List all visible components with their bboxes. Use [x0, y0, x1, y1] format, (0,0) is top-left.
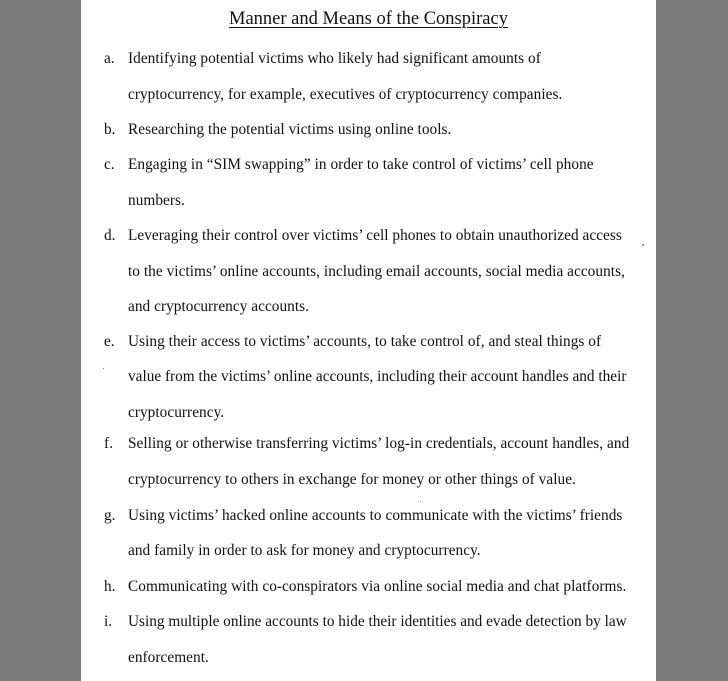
- list-item-text-line: Identifying potential victims who likely had significant amounts of: [128, 50, 541, 67]
- list-item-text-line: Selling or otherwise transferring victims’ log-in credentials, account handles, and: [128, 435, 630, 452]
- list-item-marker: b.: [104, 121, 116, 138]
- list-item-text-line: Researching the potential victims using online tools.: [128, 121, 452, 138]
- list-item-text-line: cryptocurrency to others in exchange for money or other things of value.: [128, 471, 576, 488]
- list-item-text-line: cryptocurrency, for example, executives of cryptocurrency companies.: [128, 86, 563, 103]
- section-title: Manner and Means of the Conspiracy: [229, 9, 508, 29]
- list-item-marker: f.: [104, 435, 113, 452]
- list-item-marker: g.: [104, 507, 116, 524]
- list-item-text-line: Leveraging their control over victims’ cell phones to obtain unauthorized access: [128, 227, 622, 244]
- scan-speck: [420, 501, 421, 502]
- list-item-marker: e.: [104, 333, 115, 350]
- list-item-text-line: value from the victims’ online accounts, including their account handles and their: [128, 368, 627, 385]
- list-item-marker: c.: [104, 156, 115, 173]
- list-item-text-line: to the victims’ online accounts, including email accounts, social media accounts,: [128, 263, 625, 280]
- list-item-text-line: cryptocurrency.: [128, 404, 225, 421]
- list-item-marker: i.: [104, 613, 113, 630]
- list-item-text-line: Using victims’ hacked online accounts to communicate with the victims’ friends: [128, 507, 623, 524]
- list-item-text-line: and family in order to ask for money and cryptocurrency.: [128, 542, 481, 559]
- list-item-text-line: Using their access to victims’ accounts, to take control of, and steal things of: [128, 333, 602, 350]
- scan-speck: [103, 368, 104, 369]
- list-item-text-line: numbers.: [128, 192, 185, 209]
- list-item-text-line: enforcement.: [128, 649, 209, 666]
- list-item-text-line: Engaging in “SIM swapping” in order to take control of victims’ cell phone: [128, 156, 594, 173]
- list-item-marker: a.: [104, 50, 115, 67]
- list-item-text-line: and cryptocurrency accounts.: [128, 298, 310, 315]
- document-page: [81, 0, 656, 681]
- scan-speck: [642, 244, 644, 246]
- list-item-marker: h.: [104, 578, 116, 595]
- list-item-text-line: Using multiple online accounts to hide their identities and evade detection by law: [128, 613, 627, 630]
- list-item-text-line: Communicating with co-conspirators via online social media and chat platforms.: [128, 578, 627, 595]
- list-item-marker: d.: [104, 227, 116, 244]
